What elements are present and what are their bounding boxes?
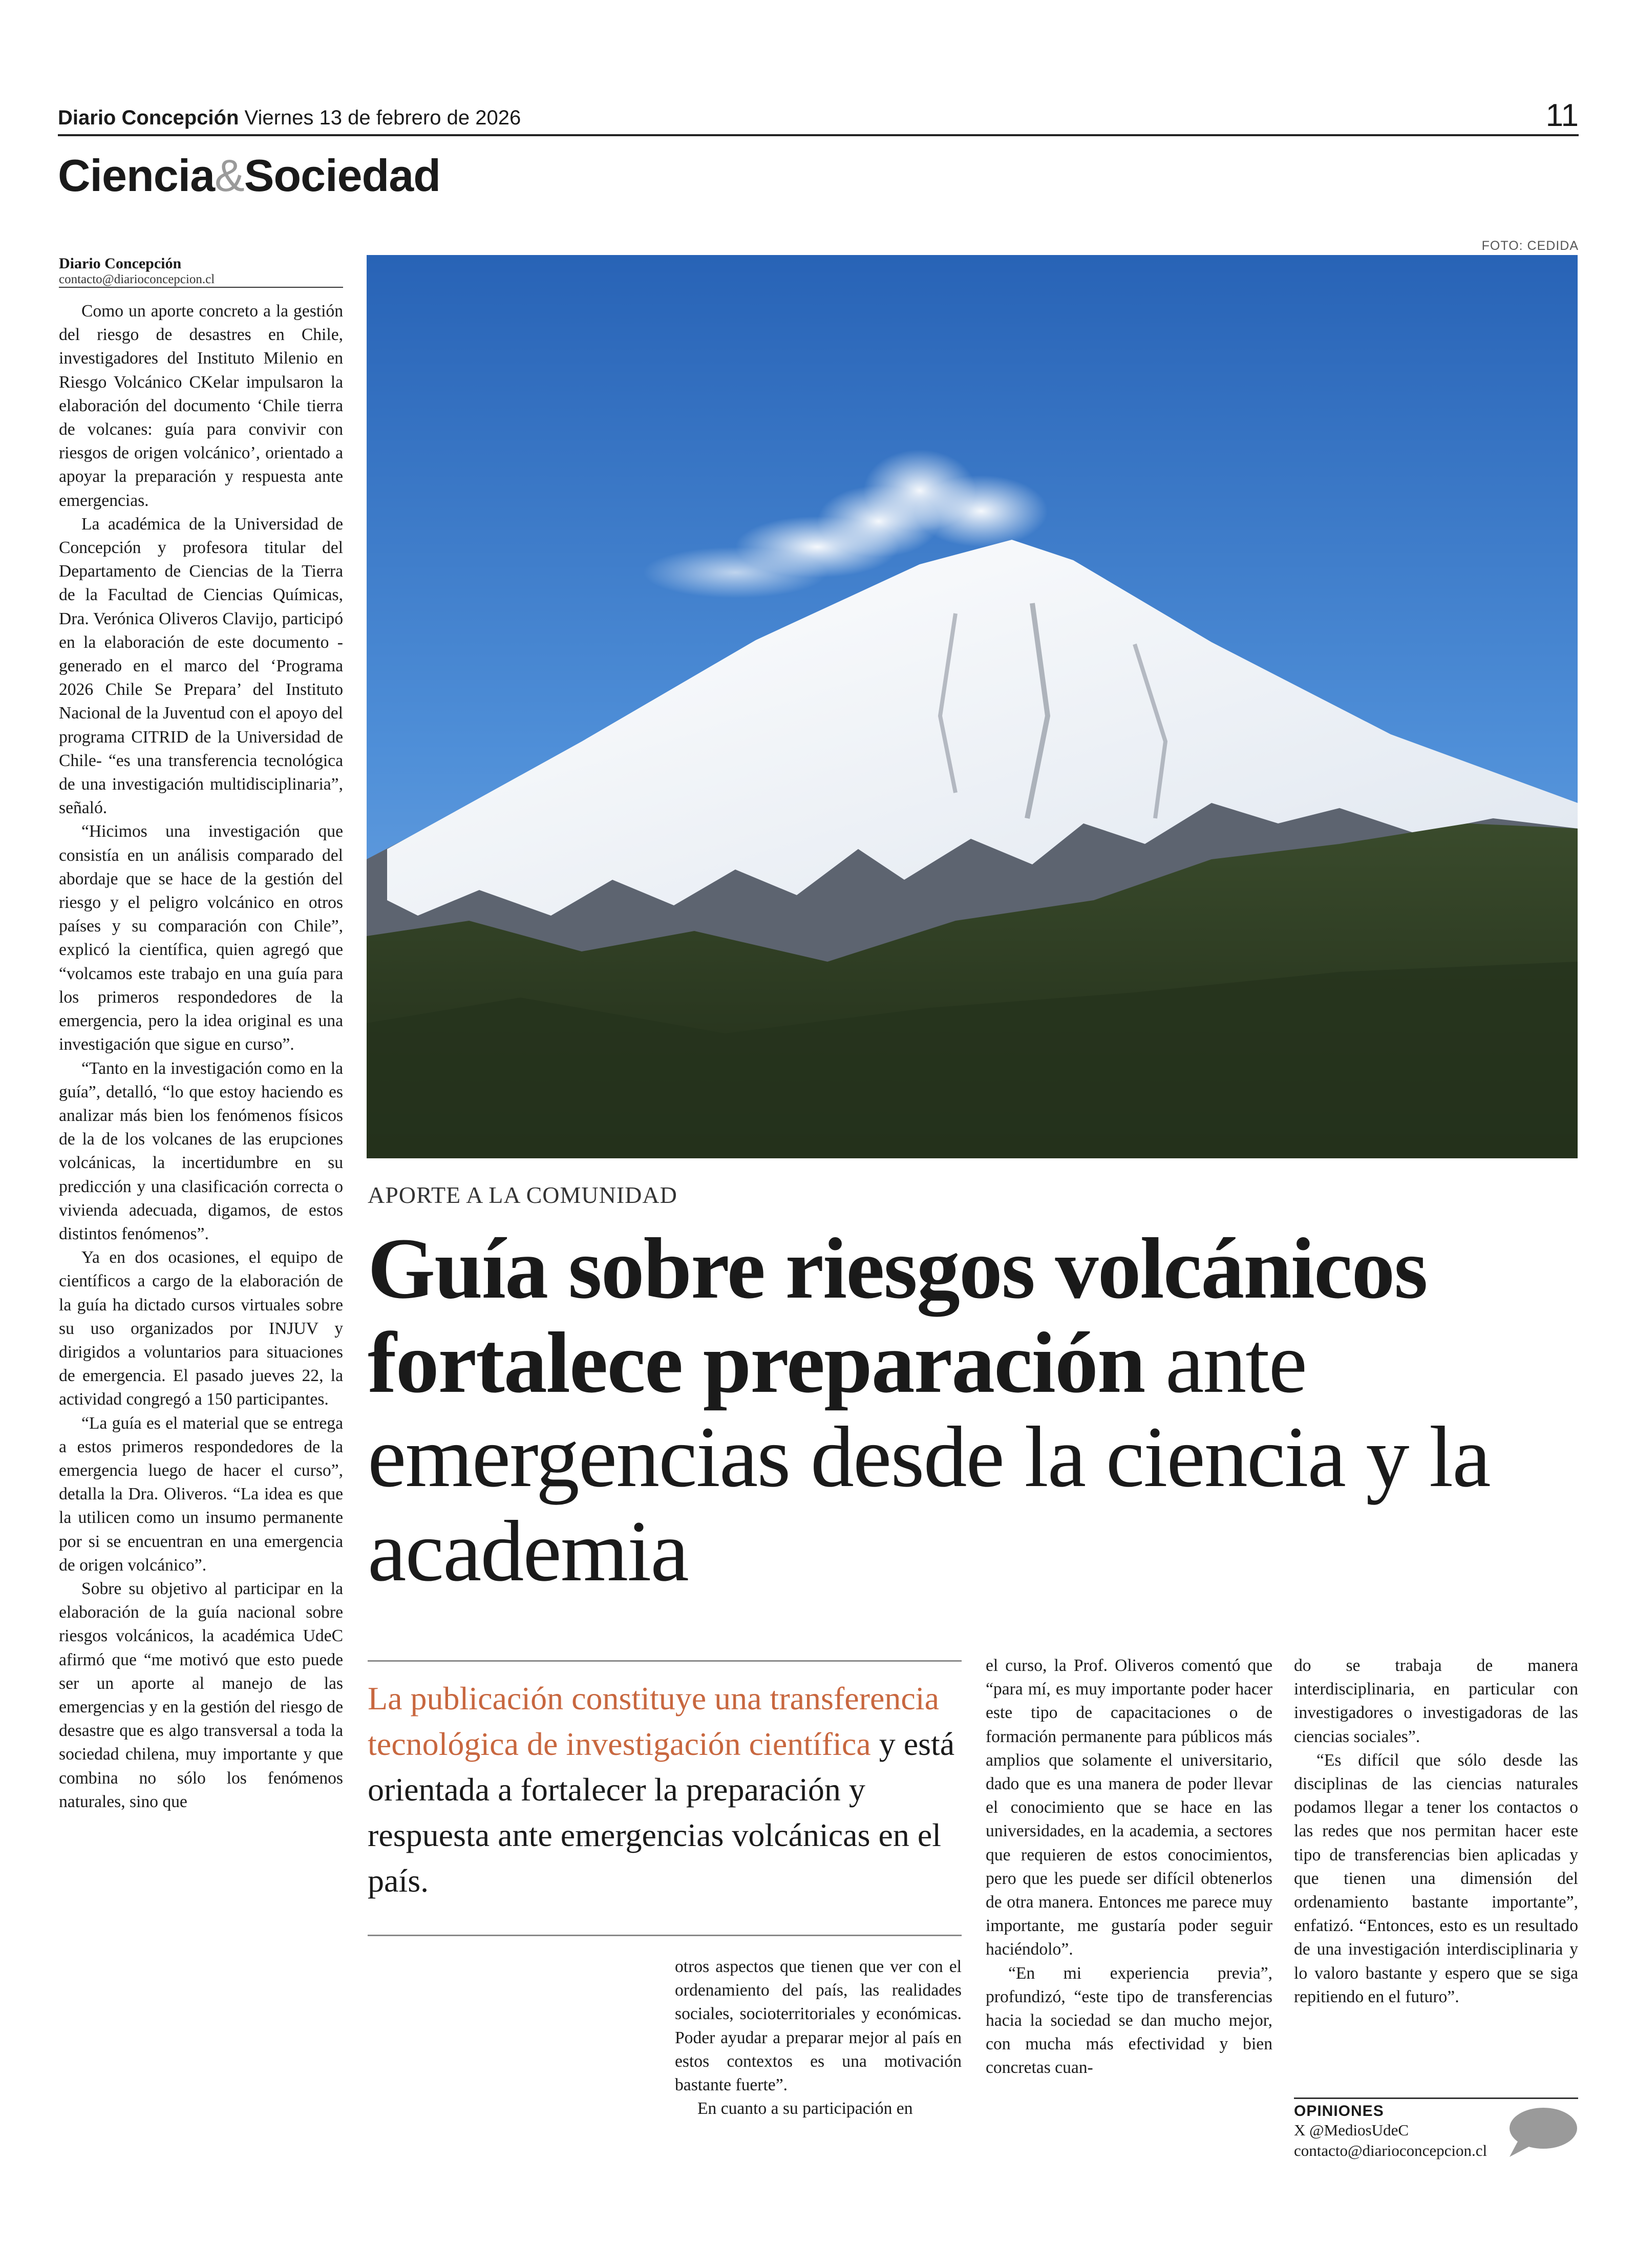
lead-divider-bottom <box>368 1935 962 1936</box>
article-headline <box>368 1221 1586 1598</box>
opinions-divider <box>1294 2097 1578 2099</box>
lead-highlight: La publicación constituye una transferencia tecnológica de investigación científica <box>368 1680 939 1762</box>
paragraph: “Hicimos una investigación que consistía en un análisis comparado del abordaje que se hace de la gestión del riesgo y el peligro volcánico en otros países y su comparación con Chile”, explicó la científica, quien agregó que “volcamos este trabajo en una guía para los primeros respondedores de la emergencia, pero la idea original es una investigación que sigue en curso”. <box>59 822 343 1054</box>
article-column-4 <box>1294 1654 1578 2009</box>
article-lead <box>368 1676 962 1903</box>
lead-text: y está orientada a fortalecer la preparación y respuesta ante emergencias volcánicas en el país. <box>368 1726 955 1899</box>
opinions-x-handle[interactable]: X @MediosUdeC <box>1294 2121 1409 2139</box>
byline <box>59 255 341 287</box>
paragraph: Como un aporte concreto a la gestión del riesgo de desastres en Chile, investigadores del Instituto Milenio en Riesgo Volcánico CKelar impulsaron la elaboración del documento ‘Chile tierra de volcanes: guía para convivir con riesgos de origen volcánico’, orientado a apoyar la preparación y respuesta ante emergencias. <box>59 302 343 510</box>
masthead-meta <box>58 107 521 130</box>
header-divider <box>58 134 1579 136</box>
photo-credit: FOTO: CEDIDA <box>1481 239 1579 253</box>
paragraph: Ya en dos ocasiones, el equipo de científicos a cargo de la elaboración de la guía ha dictado cursos virtuales sobre su uso organizados por INJUV y dirigidos a voluntarios para situaciones de emergencia. El pasado jueves 22, la actividad congregó a 150 participantes. <box>59 1248 343 1409</box>
byline-author: Diario Concepción <box>59 255 182 272</box>
section-title-part1: Ciencia <box>58 150 215 201</box>
article-column-3 <box>986 1654 1272 2080</box>
opinions-title: OPINIONES <box>1294 2103 1384 2119</box>
paragraph: otros aspectos que tienen que ver con el ordenamiento del país, las realidades sociales, socioterritoriales y económicas. Poder ayudar a preparar mejor al país en estos contextos es una motivación bastante fuerte”. <box>675 1957 962 2095</box>
section-title <box>58 150 440 202</box>
paragraph: Sobre su objetivo al participar en la elaboración de la guía nacional sobre riesgos volcánicos, la académica UdeC afirmó que “me motivó que esto puede ser un aporte al manejo de las emergencias y en la gestión del riesgo de desastre que es algo transversal a toda la sociedad chilena, muy importante y que combina no sólo los fenómenos naturales, sino que <box>59 1579 343 1811</box>
speech-bubble-icon <box>1506 2106 1578 2159</box>
headline-bold: Guía sobre riesgos volcánicos fortalece preparación <box>368 1220 1427 1411</box>
paragraph: La académica de la Universidad de Concepción y profesora titular del Departamento de Ciencias de la Tierra de la Facultad de Ciencias Químicas, Dra. Verónica Oliveros Clavijo, participó en la elaboración de este documento -generado en el marco del ‘Programa 2026 Chile Se Prepara’ del Instituto Nacional de la Juventud con el apoyo del programa CITRID de la Universidad de Chile- “es una transferencia tecnológica de una investigación multidisciplinaria”, señaló. <box>59 514 343 818</box>
paragraph: “En mi experiencia previa”, profundizó, “este tipo de transferencias hacia la sociedad se dan mucho mejor, con mucha más efectividad y bien concretas cuan- <box>986 1963 1272 2078</box>
lead-divider-top <box>368 1660 962 1662</box>
volcano-photo <box>367 255 1578 1158</box>
paper-name: Diario Concepción <box>58 107 239 129</box>
article-column-1 <box>59 300 343 1814</box>
opinions-email[interactable]: contacto@diarioconcepcion.cl <box>1294 2142 1488 2159</box>
paragraph: do se trabaja de manera interdisciplinaria, en particular con investigadores o investigadoras de las ciencias sociales”. <box>1294 1656 1578 1746</box>
paragraph: “Es difícil que sólo desde las disciplinas de las ciencias naturales podamos llegar a tener los contactos o las redes que nos permitan hacer este tipo de transferencias bien aplicadas y que tienen una dimensión del ordenamiento bastante importante”, enfatizó. “Entonces, esto es un resultado de una investigación interdisciplinaria y lo valoro bastante y espero que se siga repitiendo en el futuro”. <box>1294 1750 1578 2006</box>
byline-divider <box>59 287 343 288</box>
issue-date: Viernes 13 de febrero de 2026 <box>244 107 521 129</box>
article-kicker: APORTE A LA COMUNIDAD <box>368 1182 677 1208</box>
byline-email[interactable]: contacto@diarioconcepcion.cl <box>59 272 215 286</box>
headline-regular: ante emergencias desde la ciencia y la academia <box>368 1315 1490 1599</box>
article-column-2 <box>675 1955 962 2121</box>
paragraph: “La guía es el material que se entrega a estos primeros respondedores de la emergencia luego de hacer el curso”, detalla la Dra. Oliveros. “La idea es que la utilicen como un insumo permanente por si se encuentran en una emergencia de origen volcánico”. <box>59 1413 343 1575</box>
page-number: 11 <box>1545 98 1579 133</box>
paragraph: el curso, la Prof. Oliveros comentó que “para mí, es muy importante poder hacer este tipo de capacitaciones o de formación permanente para públicos más amplios que solamente el universitario, dado que es una manera de poder llevar el conocimiento que se hace en las universidades, en la academia, a sectores que requieren de estos conocimientos, pero que les puede ser difícil obtenerlos de otra manera. Entonces me parece muy importante, me gustaría poder seguir haciéndolo”. <box>986 1656 1272 1959</box>
paragraph: “Tanto en la investigación como en la guía”, detalló, “lo que estoy haciendo es analizar más bien los fenómenos físicos de la de los volcanes de las erupciones volcánicas, la incertidumbre en su predicción y una clasificación correcta o vivienda adecuada, digamos, de estos distintos fenómenos”. <box>59 1058 343 1243</box>
section-ampersand: & <box>215 150 244 201</box>
section-title-part2: Sociedad <box>244 150 440 201</box>
paragraph: En cuanto a su participación en <box>697 2099 913 2118</box>
